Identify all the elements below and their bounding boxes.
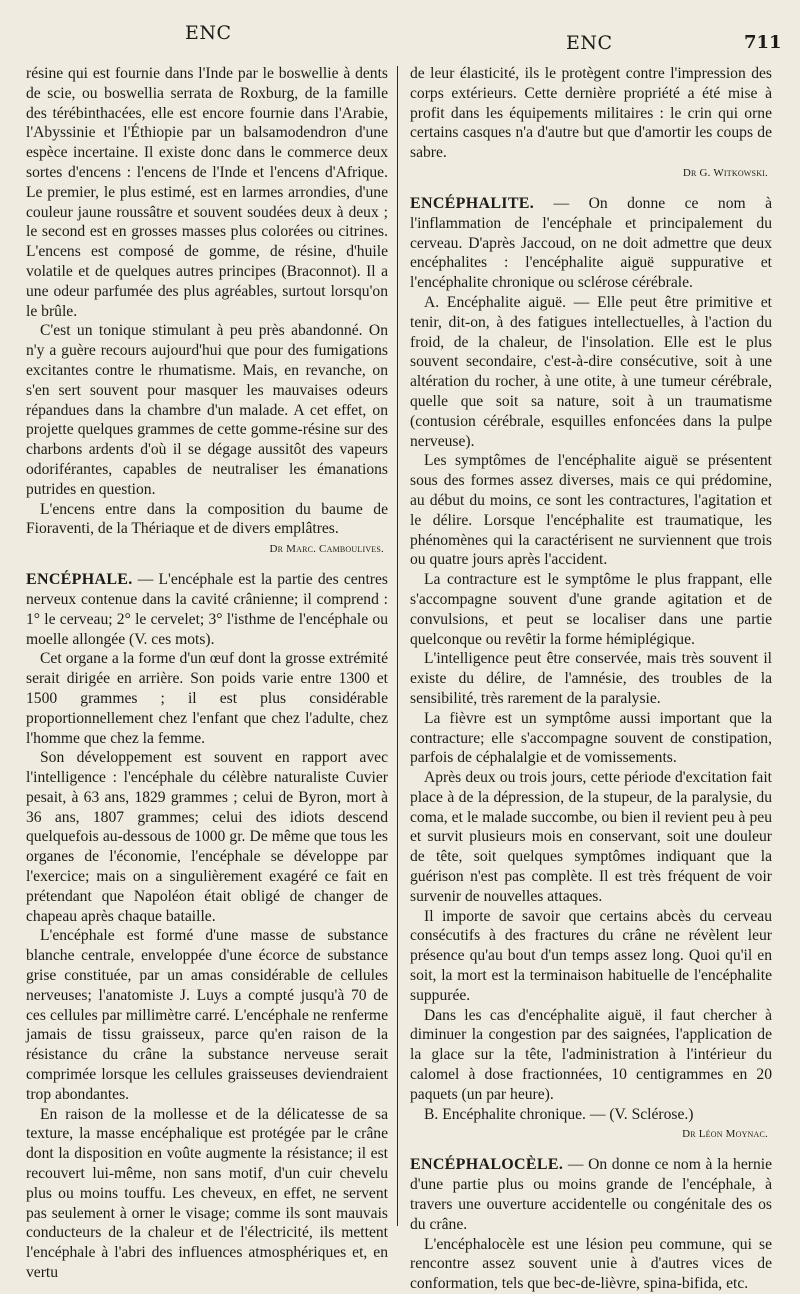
encens-paragraph: L'encens entre dans la composition du baume de Fioraventi, de la Thériaque et de divers emplâtres. xyxy=(26,500,388,538)
entry-paragraph xyxy=(410,1155,772,1234)
entry-paragraph: L'encéphalocèle est une lésion peu commune, qui se rencontre assez souvent unie à d'autres vices de conformation, tels que bec-de-lièvre, spina-bifida, etc. xyxy=(410,1235,772,1293)
entry-paragraph: L'encéphale est formé d'une masse de substance blanche centrale, enveloppée d'une écorce de substance grise constituée, par un amas considérable de cellules nerveuses; l'anatomiste J. Luys a compté jusqu'à 70 de ces cellules par millimètre carré. L'encéphale ne renferme jamais de tissu graisseux, parce qu'en raison de la résistance du crâne la substance nerveuse serait comprimée lorsque les cellules graisseuses deviendraient trop abondantes. xyxy=(26,927,388,1103)
entry-paragraph: La fièvre est un symptôme aussi important que la contracture; elle s'accompagne souvent de constipation, parfois de céphalalgie et de vomissements. xyxy=(410,709,772,767)
encens-continued-paragraph: résine qui est fournie dans l'Inde par le boswellie à dents de scie, ou boswellia serrata de Roxburg, de la famille des térébinthacées, elle est encore fournie dans l'Arabie, l'Abyssinie et l'Éthiopie par un balsamodendron d'une espèce incertaine. Il existe donc dans le commerce deux sortes d'encens : l'encens de l'Inde et l'encens d'Afrique. Le premier, le plus estimé, est en larmes arrondies, d'une couleur jaune roussâtre et souvent soudées deux à deux ; le second est en grosses masses plus colorées ou citrines. L'encens est composé de gomme, de résine, d'huile volatile et de quelques autres principes (Braconnot). Il a une odeur parfumée des plus agréables, surtout lorsqu'on le brûle. xyxy=(26,65,388,320)
entry-paragraph: Dans les cas d'encéphalite aiguë, il faut chercher à diminuer la congestion par des saignées, l'application de la glace sur la tête, l'administration à l'intérieur du calomel à dose fractionnées, 10 centigrammes en 20 paquets (un par heure). xyxy=(410,1006,772,1103)
running-header xyxy=(0,22,800,52)
column-divider xyxy=(397,66,398,1226)
entry-paragraph: A. Encéphalite aiguë. — Elle peut être primitive et tenir, dit-on, à des fatigues intellectuelles, à l'action du froid, de la chaleur, de l'insolation. Elle est le plus souvent secondaire, c'est-à-dire consécutive, soit à une altération du rocher, à une otite, à une tumeur cérébrale, quelle que soit sa nature, soit à un traumatisme (contusion cérébrale, esquilles enfoncées dans la pulpe nerveuse). xyxy=(410,293,772,450)
encens-paragraph: C'est un tonique stimulant à peu près abandonné. On n'y a guère recours aujourd'hui que pour des fumigations excitantes contre le rhumatisme. Mais, en revanche, on s'en sert souvent pour masquer les mauvaises odeurs répandues dans la chambre d'un malade. A cet effet, on projette quelques grammes de cette gomme-résine sur des charbons ardents d'où il se dégage aussitôt des vapeurs odoriférantes, capables de neutraliser les émanations putrides en question. xyxy=(26,322,388,498)
encephale-continued-paragraph: de leur élasticité, ils le protègent contre l'impression des corps extérieurs. Cette dernière propriété a été mise à profit dans les équipements militaires : le crin qui orne certains casques n'a d'autre but que d'amortir les coups de sabre. xyxy=(410,65,772,162)
right-column xyxy=(410,64,772,1294)
header-left-guide-word: ENC xyxy=(185,22,232,44)
entry-encephale xyxy=(26,570,388,1283)
entry-definition: — L'encéphale est la partie des centres nerveux contenue dans la cavité crânienne; il comprend : 1° le cerveau; 2° le cervelet; 3° l'isthme de l'encéphale ou moelle allongée (V. ces mots). xyxy=(26,571,388,648)
entry-paragraph: L'intelligence peut être conservée, mais très souvent il existe du délire, de l'amnésie, des troubles de la sensibilité, très rarement de la paralysie. xyxy=(410,650,772,707)
entry-paragraph: La contracture est le symptôme le plus frappant, elle s'accompagne souvent d'une grande agitation et de convulsions, et peut se localiser dans une partie quelconque ou revêtir la forme hémiplégique. xyxy=(410,571,772,648)
entry-definition: — On donne ce nom à l'inflammation de l'encéphale et principalement du cerveau. D'après Jaccoud, on ne doit admettre que deux encéphalites : l'encéphalite aiguë suppurative et l'encéphalite chronique ou sclérose cérébrale. xyxy=(410,194,772,292)
entry-encephalite xyxy=(410,194,772,1142)
entry-paragraph xyxy=(410,194,772,293)
entry-title-encephale: ENCÉPHALE. xyxy=(26,571,133,589)
header-right-guide-word: ENC xyxy=(566,32,613,54)
left-column xyxy=(26,64,388,1283)
entry-title-encephalocele: ENCÉPHALOCÈLE. xyxy=(410,1156,564,1174)
entry-encephalocele xyxy=(410,1155,772,1294)
entry-title-encephalite: ENCÉPHALITE. xyxy=(410,194,535,212)
encephale-signature: Dr G. Witkowski. xyxy=(682,166,768,179)
entry-paragraph xyxy=(26,570,388,649)
entry-paragraph: Il importe de savoir que certains abcès du cerveau consécutifs à des fractures du crâne ne révèlent leur présence qu'au bout d'un temps assez long. Quoi qu'il en soit, la mort est la terminaison habituelle de l'encéphalite suppurée. xyxy=(410,907,772,1004)
entry-paragraph: Les symptômes de l'encéphalite aiguë se présentent sous des formes assez diverses, mais ce qui prédomine, au début du moins, ce sont les contractures, l'agitation et le délire. Lorsque l'encéphalite est traumatique, les phénomènes qui la caractérisent ne surviennent que trois ou quatre jours après l'accident. xyxy=(410,452,772,569)
entry-paragraph: Après deux ou trois jours, cette période d'excitation fait place à de la dépression, de la stupeur, de la paralysie, du coma, et le malade succombe, ou bien il revient peu à peu et survit plusieurs mois en conservant, soit une douleur de tête, soit quelques symptômes indiquant que la guérison n'est pas complète. Il est très fréquent de voir survenir de nouvelles attaques. xyxy=(410,769,772,905)
entry-definition: — On donne ce nom à la hernie d'une partie plus ou moins grande de l'encéphale, à travers une ouverture accidentelle ou congénitale des os du crâne. xyxy=(410,1156,772,1233)
entry-paragraph: En raison de la mollesse et de la délicatesse de sa texture, la masse encéphalique est protégée par le crâne dont la disposition en voûte augmente la résistance; il est recouvert lui-même, non sans motif, d'un cuir chevelu plus ou moins touffu. Les cheveux, en effet, ne servent pas seulement à orner le visage; comme ils sont mauvais conducteurs de la chaleur et de l'électricité, ils mettent l'encéphale à l'abri des influences atmosphériques et, en vertu xyxy=(26,1105,388,1282)
encephalite-signature: Dr Léon Moynac. xyxy=(682,1128,768,1141)
entry-paragraph: Son développement est souvent en rapport avec l'intelligence : l'encéphale du célèbre naturaliste Cuvier pesait, à 63 ans, 1829 grammes ; celui de Byron, mort à 36 ans, 1807 grammes; celui des idiots descend quelquefois au-dessous de 1000 gr. De même que tous les organes de l'économie, l'encéphale se développe par l'exercice; mais on a singulièrement exagéré ce fait en prétendant que Napoléon était obligé de changer de chapeau après chaque bataille. xyxy=(26,749,388,925)
entry-paragraph: B. Encéphalite chronique. — (V. Sclérose.) xyxy=(424,1105,694,1123)
page-number: 711 xyxy=(744,32,782,53)
encens-signature: Dr Marc. Camboulives. xyxy=(269,543,384,556)
entry-paragraph: Cet organe a la forme d'un œuf dont la grosse extrémité serait dirigée en arrière. Son poids varie entre 1300 et 1500 grammes ; il est plus considérable proportionnellement chez l'enfant que chez l'adulte, chez l'homme que chez la femme. xyxy=(26,650,388,747)
